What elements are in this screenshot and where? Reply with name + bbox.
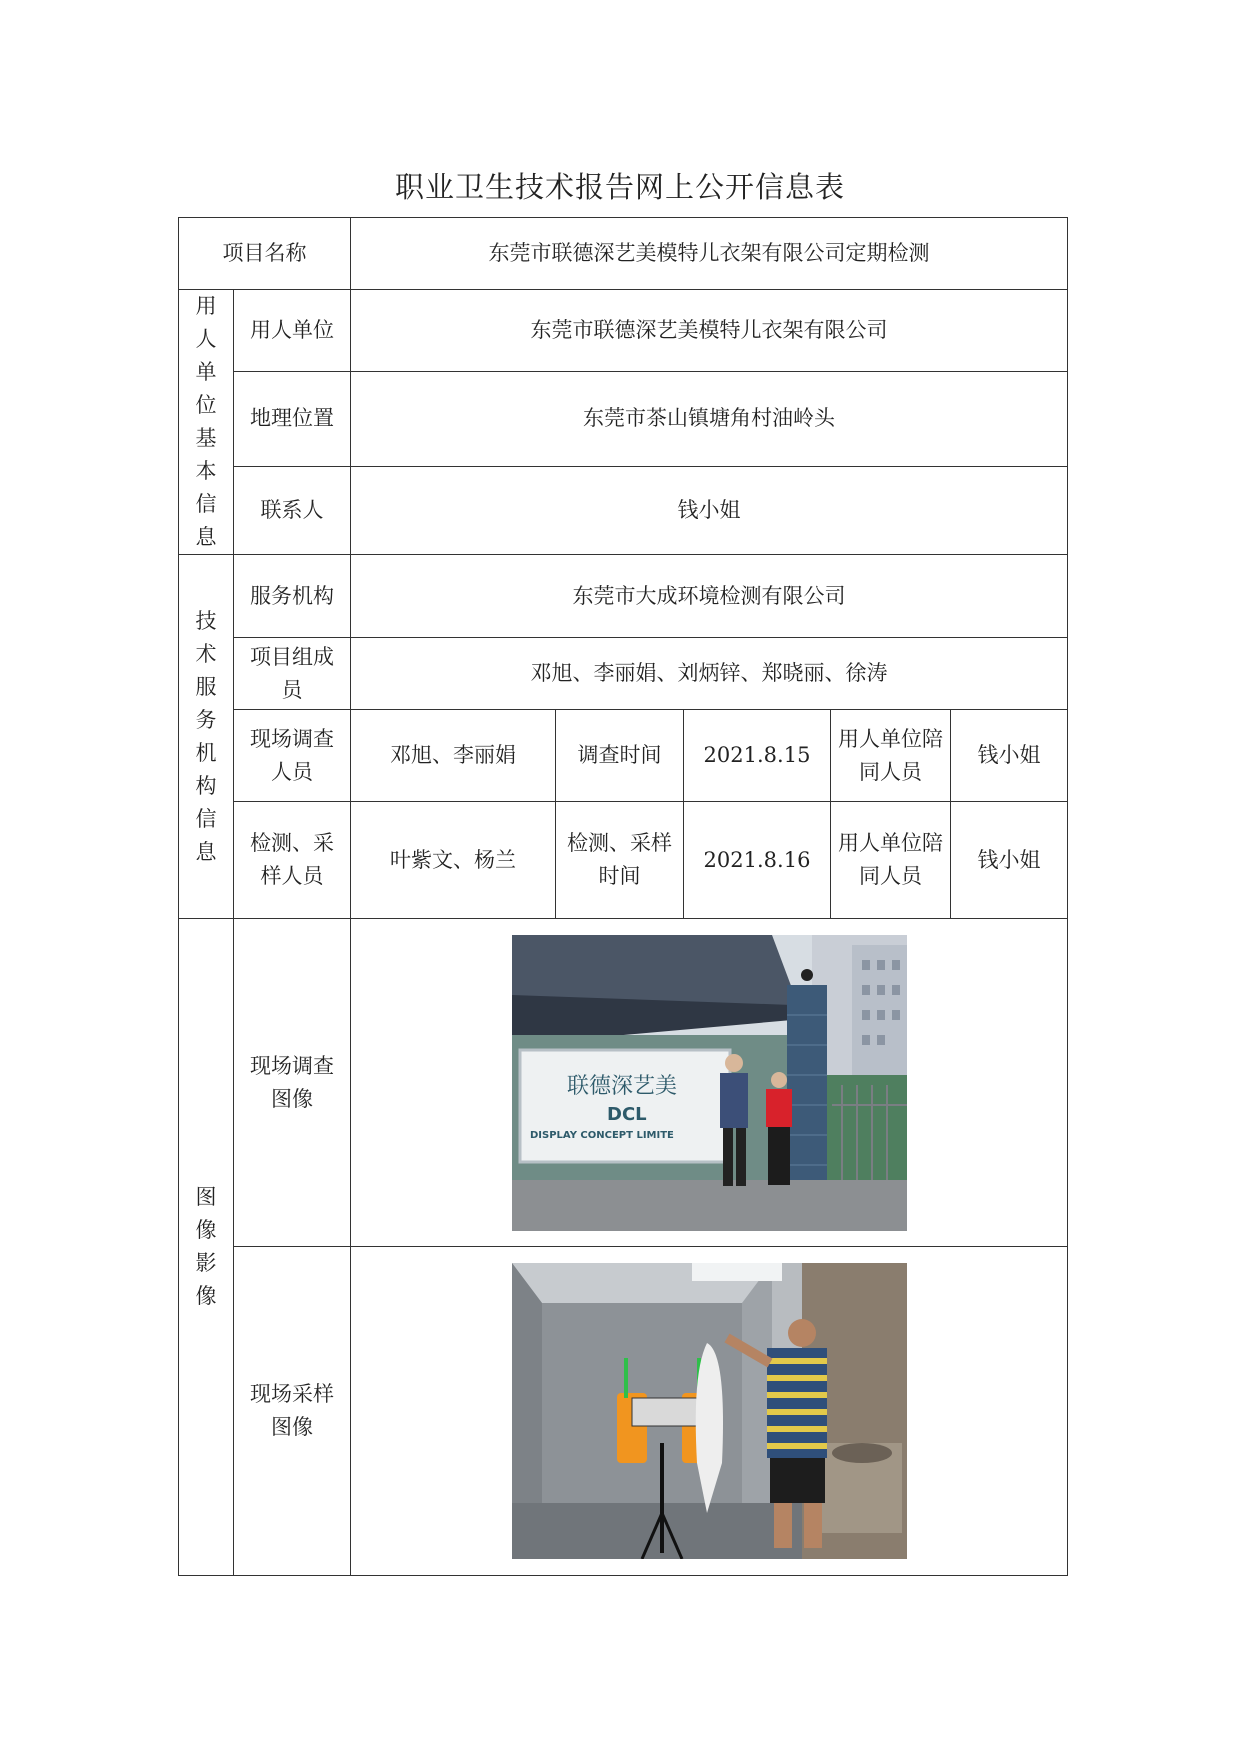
sampling-escort-value: 钱小姐	[951, 802, 1068, 919]
sign-english-text: DISPLAY CONCEPT LIMITE	[529, 1129, 674, 1141]
survey-escort-label: 用人单位陪同人员	[831, 710, 951, 802]
contact-label: 联系人	[234, 466, 351, 554]
sampling-time-value: 2021.8.16	[684, 802, 831, 919]
page-title: 职业卫生技术报告网上公开信息表	[394, 170, 845, 204]
location-value: 东莞市茶山镇塘角村油岭头	[351, 371, 1068, 466]
employer-group-label: 用人单位基本信息	[179, 290, 234, 555]
sampling-staff-label: 检测、采样人员	[234, 802, 351, 919]
members-label: 项目组成员	[234, 638, 351, 710]
service-org-value: 东莞市大成环境检测有限公司	[351, 555, 1068, 638]
sampling-image-cell	[351, 1247, 1068, 1576]
sampling-time-label: 检测、采样时间	[556, 802, 684, 919]
employer-unit-label: 用人单位	[234, 290, 351, 372]
info-table	[178, 217, 1068, 1576]
survey-photo	[512, 935, 907, 1231]
sampling-image-label: 现场采样图像	[234, 1247, 351, 1576]
location-label: 地理位置	[234, 371, 351, 466]
survey-image-label: 现场调查图像	[234, 919, 351, 1247]
contact-value: 钱小姐	[351, 466, 1068, 554]
sign-logo-text: DCL	[606, 1103, 647, 1125]
sign-chinese-text: 联德深艺美	[566, 1073, 677, 1099]
service-group-label: 技术服务机构信息	[179, 555, 234, 919]
project-name-value: 东莞市联德深艺美模特儿衣架有限公司定期检测	[351, 218, 1068, 290]
survey-time-label: 调查时间	[556, 710, 684, 802]
project-name-label: 项目名称	[179, 218, 351, 290]
sampling-escort-label: 用人单位陪同人员	[831, 802, 951, 919]
survey-time-value: 2021.8.15	[684, 710, 831, 802]
survey-image-cell	[351, 919, 1068, 1247]
survey-staff-label: 现场调查人员	[234, 710, 351, 802]
survey-escort-value: 钱小姐	[951, 710, 1068, 802]
survey-staff-value: 邓旭、李丽娟	[351, 710, 556, 802]
sampling-staff-value: 叶紫文、杨兰	[351, 802, 556, 919]
service-org-label: 服务机构	[234, 555, 351, 638]
images-group-label: 图像影像	[179, 919, 234, 1576]
members-value: 邓旭、李丽娟、刘炳锌、郑晓丽、徐涛	[351, 638, 1068, 710]
employer-unit-value: 东莞市联德深艺美模特儿衣架有限公司	[351, 290, 1068, 372]
sampling-photo	[512, 1263, 907, 1559]
